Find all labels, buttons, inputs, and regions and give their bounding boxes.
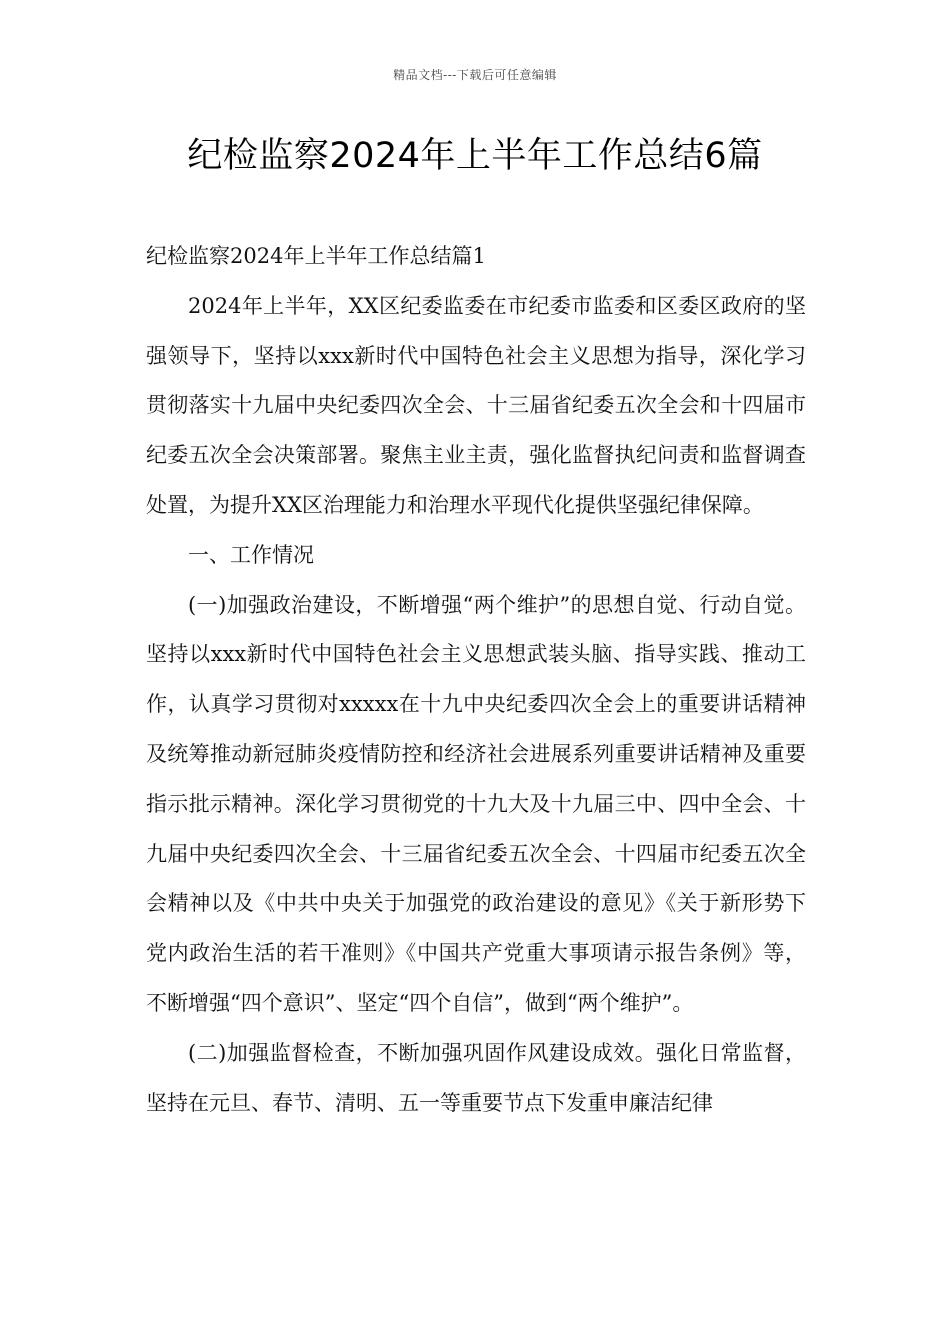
paragraph-supervision-inspection: (二)加强监督检查，不断加强巩固作风建设成效。强化日常监督，坚持在元旦、春节、清明、五一等重要节点下发重申廉洁纪律	[146, 1040, 806, 1115]
document-body	[146, 232, 806, 1128]
paragraph-political-construction: (一)加强政治建设，不断增强“两个维护”的思想自觉、行动自觉。坚持以xxx新时代中国特色社会主义思想武装头脑、指导实践、推动工作，认真学习贯彻对xxxxx在十九中央纪委四次全会上的重要讲话精神及统筹推动新冠肺炎疫情防控和经济社会进展系列重要讲话精神及重要指示批示精神。深化学习贯彻党的十九大及十九届三中、四中全会、十九届中央纪委四次全会、十三届省纪委五次全会、十四届市纪委五次全会精神以及《中共中央关于加强党的政治建设的意见》《关于新形势下党内政治生活的若干准则》《中国共产党重大事项请示报告条例》等，不断增强“四个意识”、坚定“四个自信”，做到“两个维护”。	[146, 592, 806, 1015]
header-note: 精品文档---下载后可任意编辑	[393, 68, 557, 82]
document-title: 纪检监察2024年上半年工作总结6篇	[187, 136, 763, 176]
paragraph-intro: 2024年上半年，XX区纪委监委在市纪委市监委和区委区政府的坚强领导下，坚持以xxx新时代中国特色社会主义思想为指导，深化学习贯彻落实十九届中央纪委四次全会、十三届省纪委五次全会和十四届市纪委五次全会决策部署。聚焦主业主责，强化监督执纪问责和监督调查处置，为提升XX区治理能力和治理水平现代化提供坚强纪律保障。	[146, 293, 806, 517]
paragraph-heading-work-status: 一、工作情况	[188, 542, 314, 567]
section-heading: 纪检监察2024年上半年工作总结篇1	[146, 244, 486, 268]
